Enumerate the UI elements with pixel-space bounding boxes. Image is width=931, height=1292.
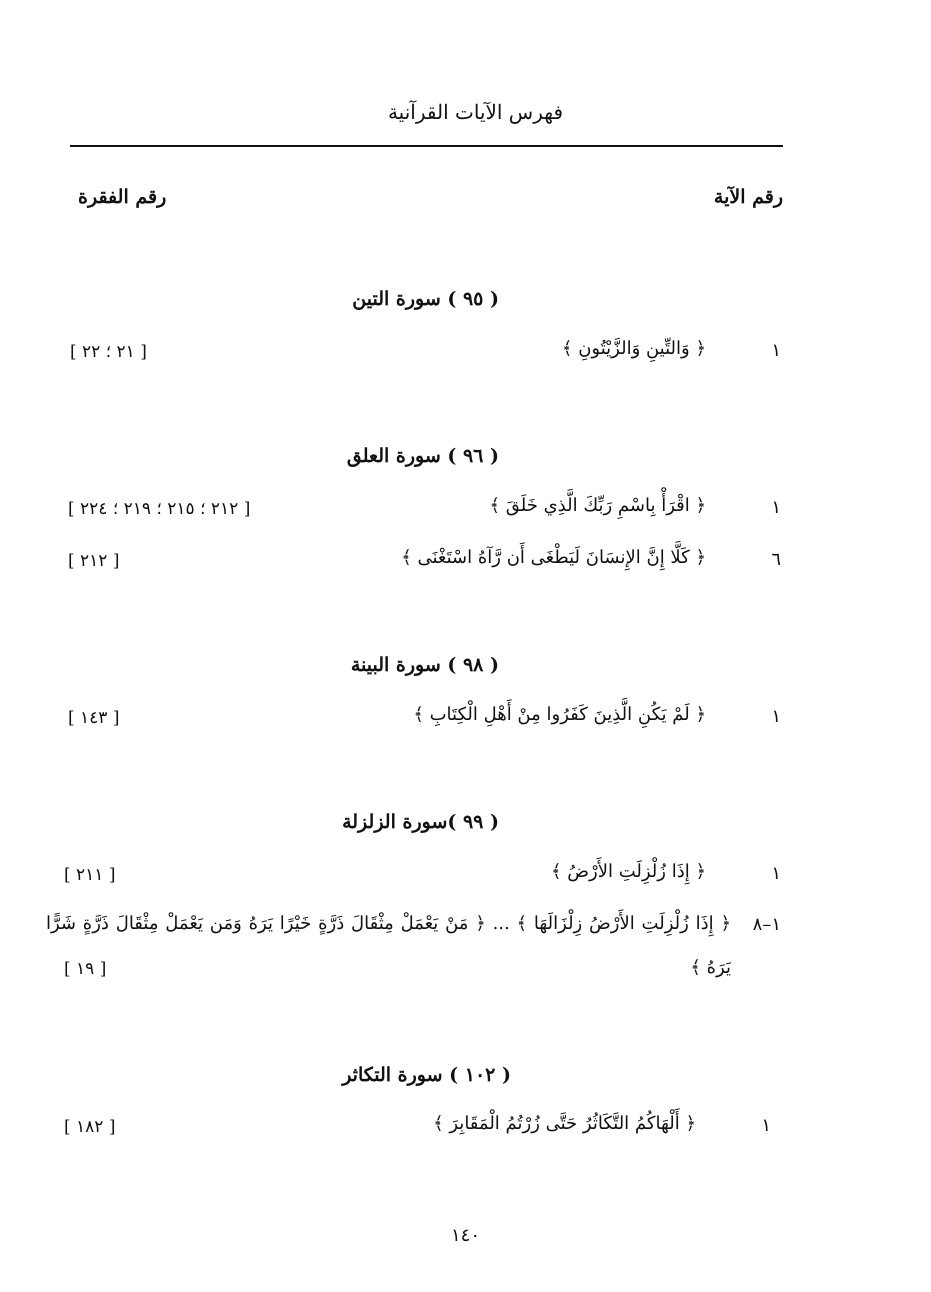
verse-number: ١ <box>771 340 781 361</box>
verse-number: ١ <box>761 1115 771 1136</box>
surah-heading: ( ٩٥ ) سورة التين <box>352 288 499 310</box>
verse-number: ١ <box>771 863 781 884</box>
paragraph-ref: [ ٢١٢ ] <box>68 551 120 571</box>
surah-heading: ( ١٠٢ ) سورة التكاثر <box>342 1064 511 1086</box>
surah-heading: ( ٩٨ ) سورة البينة <box>350 654 499 676</box>
verse-number: ١ <box>771 497 781 518</box>
paragraph-ref: [ ١٤٣ ] <box>68 708 120 728</box>
header-rule <box>70 145 783 147</box>
verse-text: ﴿ اقْرَأْ بِاسْمِ رَبِّكَ الَّذِي خَلَقَ ﴾ <box>489 495 706 516</box>
column-header-verse-number: رقم الآية <box>713 186 783 208</box>
verse-text: ﴿ كَلَّا إِنَّ الإِنسَانَ لَيَطْغَى أَن رَّآهُ اسْتَغْنَى ﴾ <box>401 547 706 568</box>
paragraph-ref: [ ١٨٢ ] <box>64 1117 116 1137</box>
page-number: ١٤٠ <box>450 1225 480 1246</box>
verse-number: ١ <box>771 706 781 727</box>
verse-text-multiline: ﴿ إِذَا زُلْزِلَتِ الأَرْضُ زِلْزَالَهَا ﴾ ... ﴿ مَنْ يَعْمَلْ مِثْقَالَ ذَرَّةٍ خَيْرًا يَرَهُ وَمَن يَعْمَلْ مِثْقَالَ ذَرَّةٍ شَرًّا يَرَهُ ﴾ <box>46 913 731 978</box>
column-header-paragraph-number: رقم الفقرة <box>78 186 167 208</box>
surah-heading: ( ٩٩ )سورة الزلزلة <box>342 811 499 833</box>
paragraph-ref: [ ٢١١ ] <box>64 865 116 885</box>
verse-number: ٦ <box>771 549 781 570</box>
paragraph-ref: [ ١٩ ] <box>64 959 107 979</box>
running-header: فهرس الآيات القرآنية <box>387 100 564 124</box>
surah-heading: ( ٩٦ ) سورة العلق <box>346 445 499 467</box>
paragraph-ref: [ ٢١٢ ؛ ٢١٥ ؛ ٢١٩ ؛ ٢٢٤ ] <box>68 499 251 519</box>
paragraph-ref: [ ٢١ ؛ ٢٢ ] <box>70 342 147 362</box>
verse-text: ﴿ أَلْهَاكُمُ التَّكَاثُرُ حَتَّى زُرْتُمُ الْمَقَابِرَ ﴾ <box>433 1113 696 1134</box>
verse-text: ﴿ وَالتِّينِ وَالزَّيْتُونِ ﴾ <box>561 338 706 359</box>
verse-number: ١–٨ <box>752 914 781 935</box>
verse-text: ﴿ إِذَا زُلْزِلَتِ الأَرْضُ ﴾ <box>551 861 706 882</box>
verse-text: ﴿ لَمْ يَكُنِ الَّذِينَ كَفَرُوا مِنْ أَهْلِ الْكِتَابِ ﴾ <box>413 704 706 725</box>
